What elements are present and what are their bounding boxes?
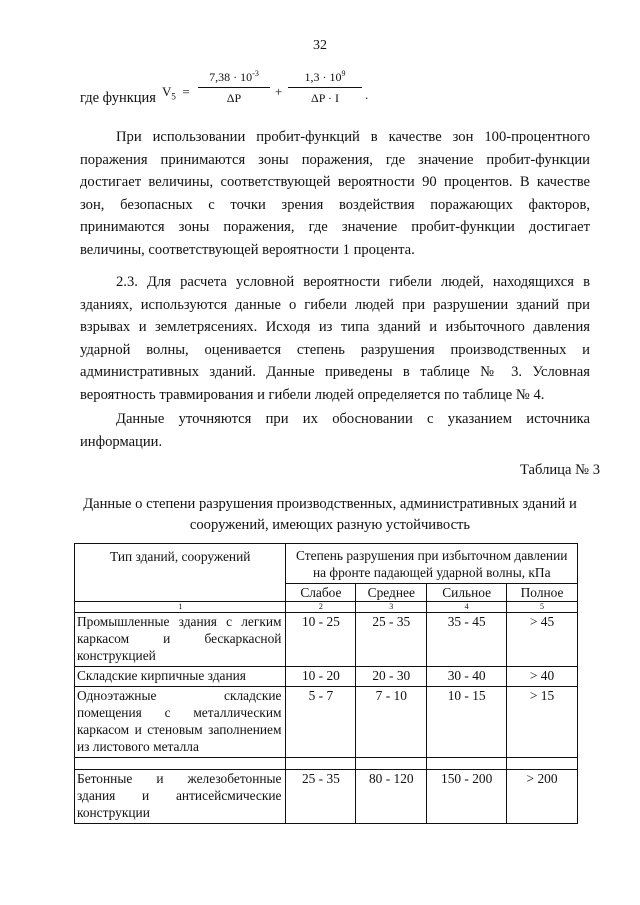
subheader-medium: Среднее	[356, 584, 427, 602]
spacer-cell	[286, 758, 356, 770]
value-cell: 150 - 200	[427, 770, 507, 824]
formula-plus: +	[275, 84, 283, 99]
table-row	[75, 687, 578, 758]
table-row	[75, 613, 578, 667]
spacer-cell	[507, 758, 578, 770]
value-cell: > 15	[507, 687, 578, 758]
formula-term-1: $\frac{7,38 \cdot 10^{-3}}{\Delta P}$	[198, 70, 270, 106]
subheader-strong: Сильное	[427, 584, 507, 602]
formula-term-2: $\frac{1,3 \cdot 10^9}{\Delta P \cdot I}$	[288, 70, 362, 106]
column-number: 2	[286, 602, 356, 613]
spacer-cell	[427, 758, 507, 770]
column-number: 4	[427, 602, 507, 613]
spacer-cell	[356, 758, 427, 770]
table-spacer-row	[75, 758, 578, 770]
header-destruction-degree: Степень разрушения при избыточном давлении на фронте падающей ударной волны, кПа	[286, 544, 578, 584]
where-label: где функция	[80, 90, 156, 106]
table-row	[75, 667, 578, 687]
paragraph-section-2-3: 2.3. Для расчета условной вероятности гибели людей, находящихся в зданиях, используются данные о гибели людей при разрушении зданий при взрывах и землетрясениях. Исходя из типа зданий и избыточного давления ударной волны, оценивается степень разрушения производственных и административных зданий. Данные приведены в таблице № 3. Условная вероятность травмирования и гибели людей определяется по таблице № 4.	[80, 274, 590, 403]
value-cell: 25 - 35	[356, 613, 427, 667]
table-row	[75, 770, 578, 824]
formula-end: .	[365, 87, 369, 102]
value-cell: 35 - 45	[427, 613, 507, 667]
value-cell: 25 - 35	[286, 770, 356, 824]
spacer-cell	[75, 758, 286, 770]
value-cell: 80 - 120	[356, 770, 427, 824]
value-cell: 7 - 10	[356, 687, 427, 758]
building-type-cell: Складские кирпичные здания	[75, 667, 286, 687]
value-cell: 10 - 20	[286, 667, 356, 687]
subheader-full: Полное	[507, 584, 578, 602]
destruction-table	[74, 543, 578, 824]
value-cell: 5 - 7	[286, 687, 356, 758]
value-cell: 30 - 40	[427, 667, 507, 687]
formula-lhs: $V_5$ =	[162, 84, 190, 102]
value-cell: > 200	[507, 770, 578, 824]
column-number: 1	[75, 602, 286, 613]
table-header-row	[75, 544, 578, 584]
table-title: Данные о степени разрушения производственных, административных зданий и сооружений, имеющих разную устойчивость	[83, 496, 577, 533]
value-cell: 10 - 15	[427, 687, 507, 758]
value-cell: > 40	[507, 667, 578, 687]
paragraph-data-source: Данные уточняются при их обосновании с указанием источника информации.	[80, 411, 590, 450]
building-type-cell: Промышленные здания с легким каркасом и бескаркасной конструкцией	[75, 613, 286, 667]
header-building-type: Тип зданий, сооружений	[75, 544, 286, 602]
column-number: 5	[507, 602, 578, 613]
page-number: 32	[313, 38, 327, 53]
column-number: 3	[356, 602, 427, 613]
column-number-row	[75, 602, 578, 613]
table-caption: Таблица № 3	[520, 462, 600, 478]
value-cell: 10 - 25	[286, 613, 356, 667]
paragraph-probit-zones: При использовании пробит-функций в качестве зон 100-процентного поражения принимаются зоны поражения, где значение пробит-функции достигает величины, соответствующей вероятности 90 процентов. В качестве зон, безопасных с точки зрения воздействия поражающих факторов, принимаются зоны поражения, где значение пробит-функции достигает величины, соответствующей вероятности 1 процента.	[80, 129, 590, 258]
value-cell: 20 - 30	[356, 667, 427, 687]
building-type-cell: Одноэтажные складские помещения с металлическим каркасом и стеновым заполнением из листового металла	[75, 687, 286, 758]
building-type-cell: Бетонные и железобетонные здания и антисейсмические конструкции	[75, 770, 286, 824]
value-cell: > 45	[507, 613, 578, 667]
subheader-weak: Слабое	[286, 584, 356, 602]
